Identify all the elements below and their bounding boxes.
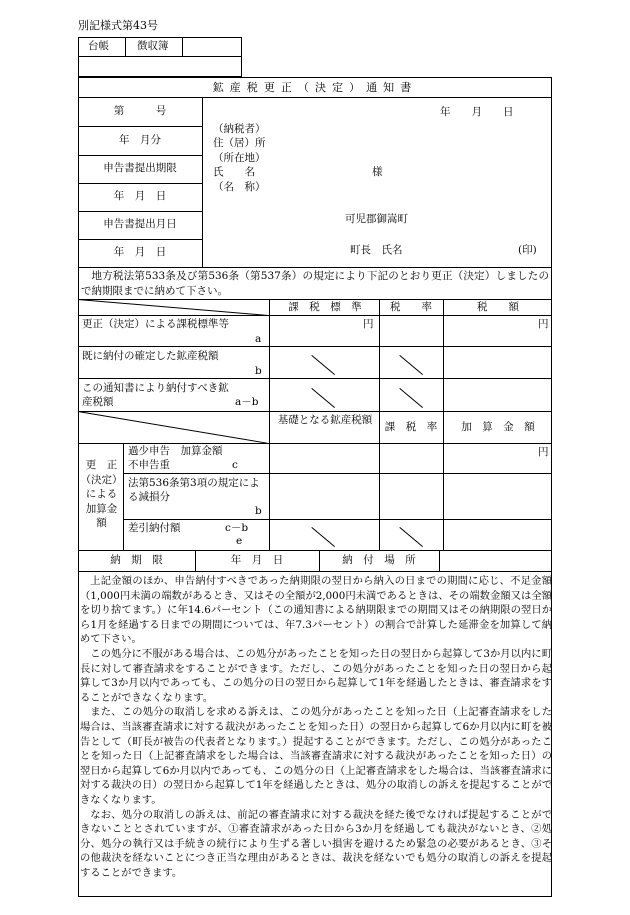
side-label-line: 更 正 [85,459,118,471]
submitted-label: 申告書提出月日 [103,218,177,230]
deadline-label: 申告書提出期限 [103,162,177,174]
row-suffix: e [236,535,243,547]
col-rate: 課 税 率 [384,421,438,433]
issue-date: 年 月 日 [440,106,514,118]
ledger-label: 台帳 [88,40,109,52]
taxpayer-labels [213,122,266,194]
collection-book-label: 徴収簿 [137,40,169,52]
seal-mark: (印) [518,244,537,256]
row-label: 既に納付の確定した鉱産税額 [82,350,219,362]
note-paragraph: この処分に不服がある場合は、この処分があったことを知った日の翌日から起算して3か月以内に町長に対して審査請求をすることができます。ただし、この処分があったことを知った日の翌日から起算して3か月以内であっても、この処分の日の翌日から起算して1年を経過したときは、審査請求をすることができなくなります。 [80,647,552,704]
number-field: 第 号 [113,105,167,117]
deadline-date: 年 月 日 [113,190,167,202]
row-suffix: a－b [235,396,259,408]
row-label: この通知書により納付すべき鉱産税額 [82,382,229,408]
submitted-date: 年 月 日 [113,246,167,258]
note-paragraph: また、この処分の取消しを求める訴えは、この処分があったことを知った日（上記審査請求をした場合は、当該審査請求に対する裁決があったことを知った日）の翌日から起算して6か月以内に町を被告として（町長が被告の代表者となります。）提起することができます。ただし、この処分があったことを知った日（上記審査請求をした場合は、当該審査請求に対する裁決があったことを知った日）の翌日から起算して6か月以内であっても、この処分の日（上記審査請求をした場合は、当該審査請求に対する裁決の日）の翌日から起算して1年を経過したときは、処分の取消しの訴えを提起することができなくなります。 [80,706,552,806]
row-suffix: a [255,333,262,345]
taxpayer-line: （納税者） [213,123,266,135]
row-suffix: c [232,459,238,471]
mayor-name: 町長 氏名 [350,244,403,256]
side-label-line: （決定） [80,473,123,486]
note-paragraph: なお、処分の取消しの訴えは、前記の審査請求に対する裁決を経た後でなければ提起することができないこととされていますが、①審査請求があった日から3か月を経過しても裁決がないとき、②処分、処分の執行又は手続きの続行により生ずる著しい損害を避けるため緊急の必要があるとき、③その他裁決を経ないことにつき正当な理由があるときは、裁決を経ないでも処分の取消しの訴えを提起することができます。 [80,808,552,879]
yen-unit: 円 [538,318,549,330]
col-base-tax: 基礎となる鉱産税額 [277,414,373,426]
note-paragraph: 上記金額のほか、申告納付すべきであった納期限の翌日から納入の日までの期間に応じ、不足金額（1,000円未満の端数があるとき、又はその全額が2,000円未満であるときは、その端数金額又は全額を切り捨てます。）に年14.6パーセント（この通知書による納期限までの期間又はその納期限の翌日から1月を経過する日までの期間については、年7.3パーセント）の割合で計算した延滞金を加算して納めて下さい。 [80,575,552,646]
intro-text: 地方税法第533条及び第536条（第537条）の規定により下記のとおり更正（決定）しましたので納期限までに納めて下さい。 [81,270,549,297]
row-suffix: b [255,505,262,517]
col-tax-rate: 税 率 [390,301,432,313]
side-label-line: 額 [96,517,107,529]
payment-place-label: 納 付 場 所 [342,554,416,566]
month-period: 年 月分 [119,134,161,146]
document-title: 鉱産税更正（決定）通知書 [212,81,418,94]
row-suffix: b [255,365,262,377]
notes-section [80,574,552,880]
taxpayer-line: 住（居）所 [213,137,266,150]
col-tax-base: 課 税 標 準 [288,301,362,313]
row-suffix: c－b [225,522,249,534]
row-label: 差引納付額 [128,522,181,534]
side-label-line: 加算金 [85,502,118,515]
taxpayer-line: 氏 名 [213,166,255,179]
row-label: 法第536条第3項の規定による減損分 [128,477,260,503]
yen-unit: 円 [363,318,374,330]
honorific: 様 [372,166,383,178]
payment-deadline-label: 納 期 限 [110,554,163,566]
payment-deadline-date: 年 月 日 [230,554,284,566]
col-tax-amount: 税 額 [477,301,519,313]
taxpayer-line: （所在地） [213,151,266,164]
side-label [80,458,123,531]
yen-unit: 円 [538,446,549,458]
row-label: 過少申告 加算金額 [128,445,223,457]
taxpayer-line: （名 称） [213,180,266,193]
municipality: 可児郡御嵩町 [345,213,408,225]
col-addition-amount: 加 算 金 額 [461,421,535,433]
row-label: 更正（決定）による課税標準等 [82,318,229,330]
side-label-line: による [85,488,118,500]
form-number: 別記様式第43号 [78,19,158,32]
row-label: 不申告重 [128,459,170,471]
